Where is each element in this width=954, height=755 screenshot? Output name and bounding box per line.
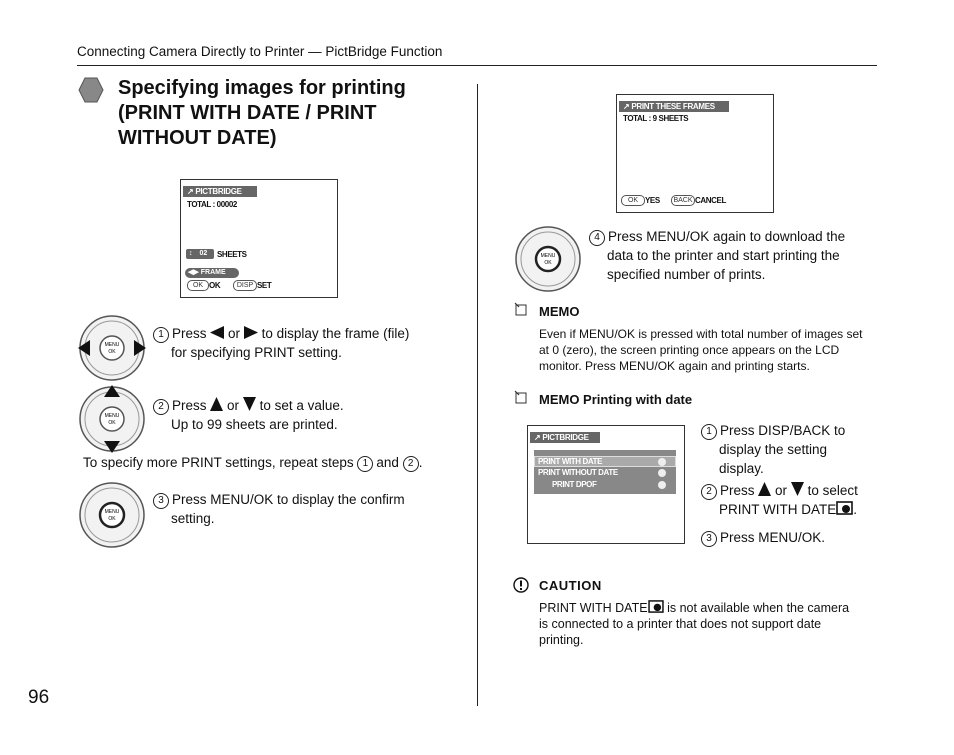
svg-text:MENU: MENU [104, 413, 120, 419]
step-ref: 1 [357, 456, 373, 472]
lcd-screen-print-frames [616, 94, 774, 213]
dot-icon [658, 469, 666, 477]
date-stamp-icon [836, 501, 853, 515]
note-text: To specify more PRINT settings, repeat steps [83, 455, 354, 470]
lcd-count: 02 [199, 250, 208, 257]
svg-text:OK: OK [108, 420, 116, 426]
up-arrow-icon [758, 482, 771, 496]
memo-icon [513, 302, 529, 318]
title-line-2: (PRINT WITH DATE / PRINT [118, 102, 377, 124]
lcd-title-bar [619, 101, 729, 112]
memo-title: MEMO [539, 304, 580, 319]
right-arrow-icon [244, 326, 258, 339]
step-text: for specifying PRINT setting. [171, 345, 342, 360]
date-stamp-icon [648, 600, 664, 613]
caution-text: printing. [539, 633, 584, 647]
lcd-count-box [186, 249, 214, 259]
memo2-title: MEMO Printing with date [539, 392, 693, 407]
title-line-1: Specifying images for printing [118, 77, 406, 99]
step-text: or [227, 398, 240, 413]
note-text: and [376, 455, 399, 470]
column-divider [477, 84, 478, 706]
lcd-total: TOTAL : 9 SHEETS [623, 114, 689, 123]
step-text: or [775, 483, 788, 498]
lcd-screen-date-menu [527, 425, 685, 544]
step-text: PRINT WITH DATE [719, 502, 837, 517]
svg-text:MENU: MENU [540, 253, 556, 259]
step-text: Press MENU/OK. [720, 530, 826, 545]
step-text: to display the frame (file) [261, 326, 410, 341]
lcd-total: TOTAL : 00002 [187, 200, 237, 209]
lcd-frame-label: FRAME [200, 269, 226, 276]
section-hexagon-icon [78, 77, 104, 103]
step-number: 3 [701, 531, 717, 547]
step-number: 1 [701, 424, 717, 440]
updown-icon: ↕ [189, 250, 193, 257]
lcd-screen-pictbridge [180, 179, 338, 298]
ok-key: OK [187, 280, 209, 291]
step-text: to set a value. [259, 398, 344, 413]
disp-key: DISP [233, 280, 257, 291]
step-text: display the setting [719, 442, 828, 457]
svg-text:MENU: MENU [104, 342, 120, 348]
step-4 [589, 227, 879, 284]
header-rule [77, 65, 877, 66]
leftright-icon: ◀▶ [188, 269, 199, 276]
lcd-menu-item: PRINT DPOF [552, 480, 597, 489]
play-dot-icon [658, 458, 666, 466]
step-number: 2 [153, 399, 169, 415]
step-2 [153, 396, 453, 434]
repeat-note [83, 453, 463, 472]
pictbridge-icon: ↗ [534, 433, 541, 442]
memo-icon [513, 390, 529, 406]
step-number: 4 [589, 230, 605, 246]
step-text: setting. [171, 511, 215, 526]
pictbridge-icon: ↗ [187, 187, 194, 196]
step-text: or [228, 326, 241, 341]
caution-icon [513, 577, 529, 593]
down-arrow-icon [243, 397, 256, 411]
step-text: Press [720, 483, 755, 498]
down-arrow-icon [791, 482, 804, 496]
step-number: 2 [701, 484, 717, 500]
lcd-ok-label: OK [209, 281, 221, 290]
lcd-bar-label: PICTBRIDGE [542, 433, 589, 442]
svg-text:OK: OK [544, 260, 552, 266]
dpad-menu-ok-icon [512, 224, 584, 294]
step-text: Up to 99 sheets are printed. [171, 417, 338, 432]
step-text: Press [172, 398, 207, 413]
memo-line: at 0 (zero), the screen printing once appears on the LCD [539, 343, 840, 357]
svg-text:OK: OK [108, 349, 116, 355]
memo2-step-3 [701, 528, 881, 547]
step-text: Press DISP/BACK to [720, 423, 846, 438]
step-text: Press MENU/OK again to download the [608, 229, 846, 244]
section-title [118, 76, 458, 151]
lcd-cancel-label: CANCEL [695, 196, 726, 205]
dot-icon [658, 481, 666, 489]
memo-body [539, 326, 884, 374]
dpad-up-down-icon [76, 383, 148, 455]
left-arrow-icon [210, 326, 224, 339]
svg-text:OK: OK [108, 516, 116, 522]
lcd-title-bar [183, 186, 257, 197]
caution-text: PRINT WITH DATE [539, 601, 648, 615]
running-header: Connecting Camera Directly to Printer — PictBridge Function [77, 44, 443, 59]
lcd-menu-item: PRINT WITHOUT DATE [538, 468, 618, 477]
step-text: display. [719, 461, 764, 476]
lcd-set-label: SET [257, 281, 272, 290]
step-1 [153, 324, 453, 362]
svg-text:MENU: MENU [104, 509, 120, 515]
caution-text: is connected to a printer that does not support date [539, 617, 822, 631]
step-text: data to the printer and start printing the [607, 248, 840, 263]
page-number: 96 [28, 687, 50, 708]
memo2-step-2: 2 Press or to select PRINT WITH DATE . [701, 481, 891, 519]
step-number: 1 [153, 327, 169, 343]
note-text: . [418, 455, 423, 470]
step-text: Press [172, 326, 207, 341]
title-line-3: WITHOUT DATE) [118, 127, 277, 149]
dpad-menu-ok-icon [76, 480, 148, 550]
ok-key: OK [621, 195, 645, 206]
lcd-title-bar [530, 432, 600, 443]
memo2-step-1 [701, 421, 881, 478]
back-key: BACK [671, 195, 695, 206]
step-text: to select [807, 483, 858, 498]
step-number: 3 [153, 493, 169, 509]
memo-line: monitor. Press MENU/OK again and printing starts. [539, 359, 810, 373]
caution-text: is not available when the camera [667, 601, 850, 615]
lcd-yes-label: YES [645, 196, 660, 205]
lcd-menu-item: PRINT WITH DATE [538, 457, 603, 466]
memo-line: Even if MENU/OK is pressed with total number of images set [539, 327, 863, 341]
caution-title: CAUTION [539, 578, 602, 593]
lcd-bar-label: PICTBRIDGE [195, 187, 242, 196]
lcd-sheets: SHEETS [217, 250, 247, 259]
step-ref: 2 [403, 456, 419, 472]
step-text: specified number of prints. [607, 267, 766, 282]
lcd-bar-label: PRINT THESE FRAMES [631, 102, 715, 111]
caution-body [539, 600, 884, 648]
up-arrow-icon [210, 397, 223, 411]
dpad-left-right-icon [76, 312, 148, 384]
step-text: Press MENU/OK to display the confirm [172, 492, 405, 507]
lcd-frame-hint [185, 268, 239, 278]
pictbridge-icon: ↗ [623, 102, 630, 111]
step-3 [153, 490, 453, 528]
